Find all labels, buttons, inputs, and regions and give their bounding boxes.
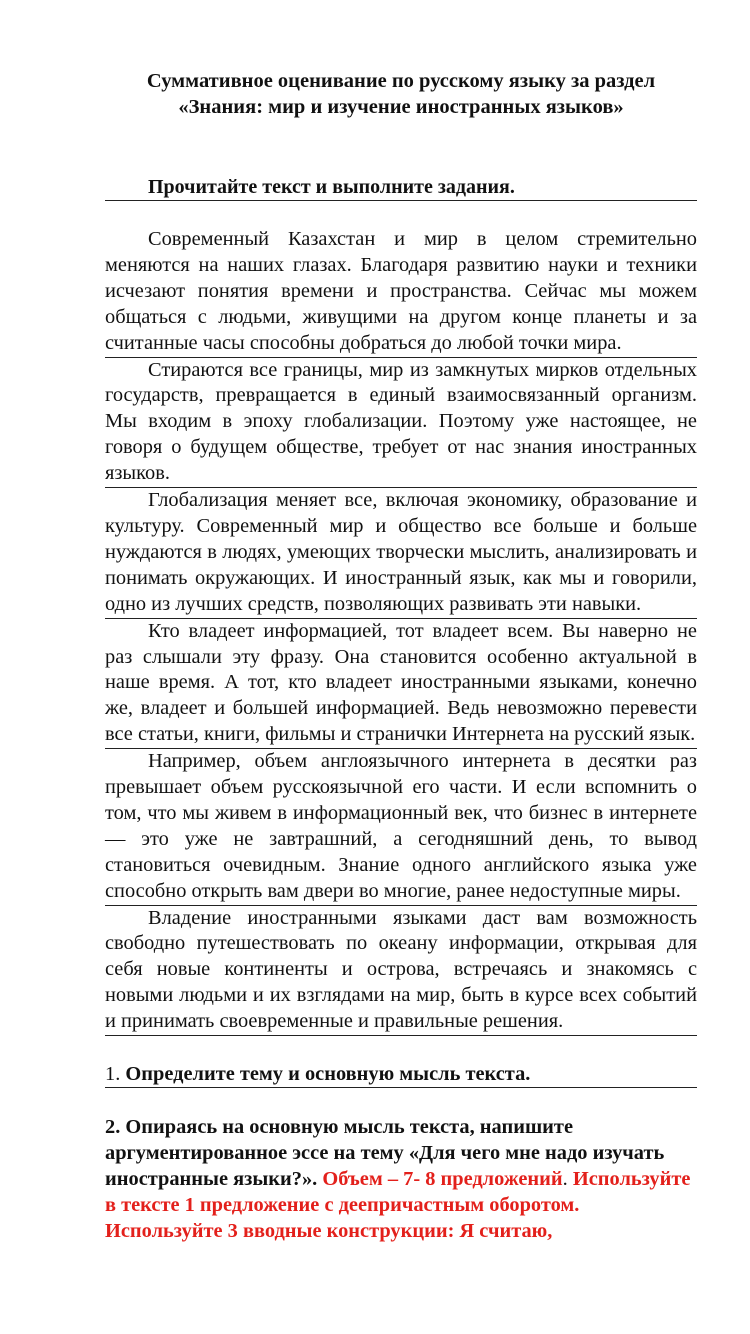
task-1-text: Определите тему и основную мысль текста.	[125, 1063, 531, 1086]
paragraph: Владение иностранными языками даст вам возможность свободно путешествовать по океану информации, открывая для себя новые континенты и острова, встречаясь и знакомясь с новыми людьми и их взглядами на мир, быть в курсе всех событий и принимать своевременные и правильные решения.	[105, 906, 697, 1037]
paragraph: Стираются все границы, мир из замкнутых мирков отдельных государств, превращается в единый взаимосвязанный организм. Мы входим в эпоху глобализации. Поэтому уже настоящее, не говоря о будущем обществе, требует от нас знания иностранных языков.	[105, 358, 697, 489]
document-page	[105, 68, 697, 1244]
paragraph: Современный Казахстан и мир в целом стремительно меняются на наших глазах. Благодаря развитию науки и техники исчезают понятия времени и пространства. Сейчас мы можем общаться с людьми, живущими на другом конце планеты и за считанные часы способны добраться до любой точки мира.	[105, 227, 697, 358]
title-line-2: «Знания: мир и изучение иностранных языков»	[178, 96, 624, 118]
paragraph: Например, объем англоязычного интернета в десятки раз превышает объем русскоязычной его части. И если вспомнить о том, что мы живем в информационный век, что бизнес в интернете — это уже не завтрашний, а сегодняшний день, то вывод становиться очевидным. Знание одного английского языка уже способно открыть вам двери во многие, ранее недоступные миры.	[105, 749, 697, 905]
task-1	[105, 1061, 697, 1088]
paragraph: Кто владеет информацией, тот владеет всем. Вы наверно не раз слышали эту фразу. Она становится особенно актуальной в наше время. А тот, кто владеет иностранными языками, конечно же, владеет и большей информацией. Ведь невозможно перевести все статьи, книги, фильмы и странички Интернета на русский язык.	[105, 619, 697, 750]
paragraph: Глобализация меняет все, включая экономику, образование и культуру. Современный мир и общество все больше и больше нуждаются в людях, умеющих творчески мыслить, анализировать и понимать окружающих. И иностранный язык, как мы и говорили, одно из лучших средств, позволяющих развивать эти навыки.	[105, 488, 697, 619]
title-line-1: Суммативное оценивание по русскому языку за раздел	[146, 70, 656, 92]
reading-text	[105, 227, 697, 1036]
document-title	[105, 68, 697, 120]
task-2-grammar-requirement: Используйте в тексте 1 предложение с деепричастным оборотом. Используйте 3 вводные конструкции: Я считаю,	[105, 1168, 691, 1243]
task-1-number: 1.	[105, 1063, 121, 1086]
task-2-dot: .	[562, 1168, 568, 1191]
task-2-volume-requirement: Объем – 7- 8 предложений	[322, 1168, 563, 1191]
task-2	[105, 1114, 697, 1244]
task-2-text: 2. Опираясь на основную мысль текста, напишите аргументированное эссе на тему «Для чего мне надо изучать иностранные языки?».	[105, 1116, 665, 1191]
instruction-heading: Прочитайте текст и выполните задания.	[105, 174, 697, 201]
